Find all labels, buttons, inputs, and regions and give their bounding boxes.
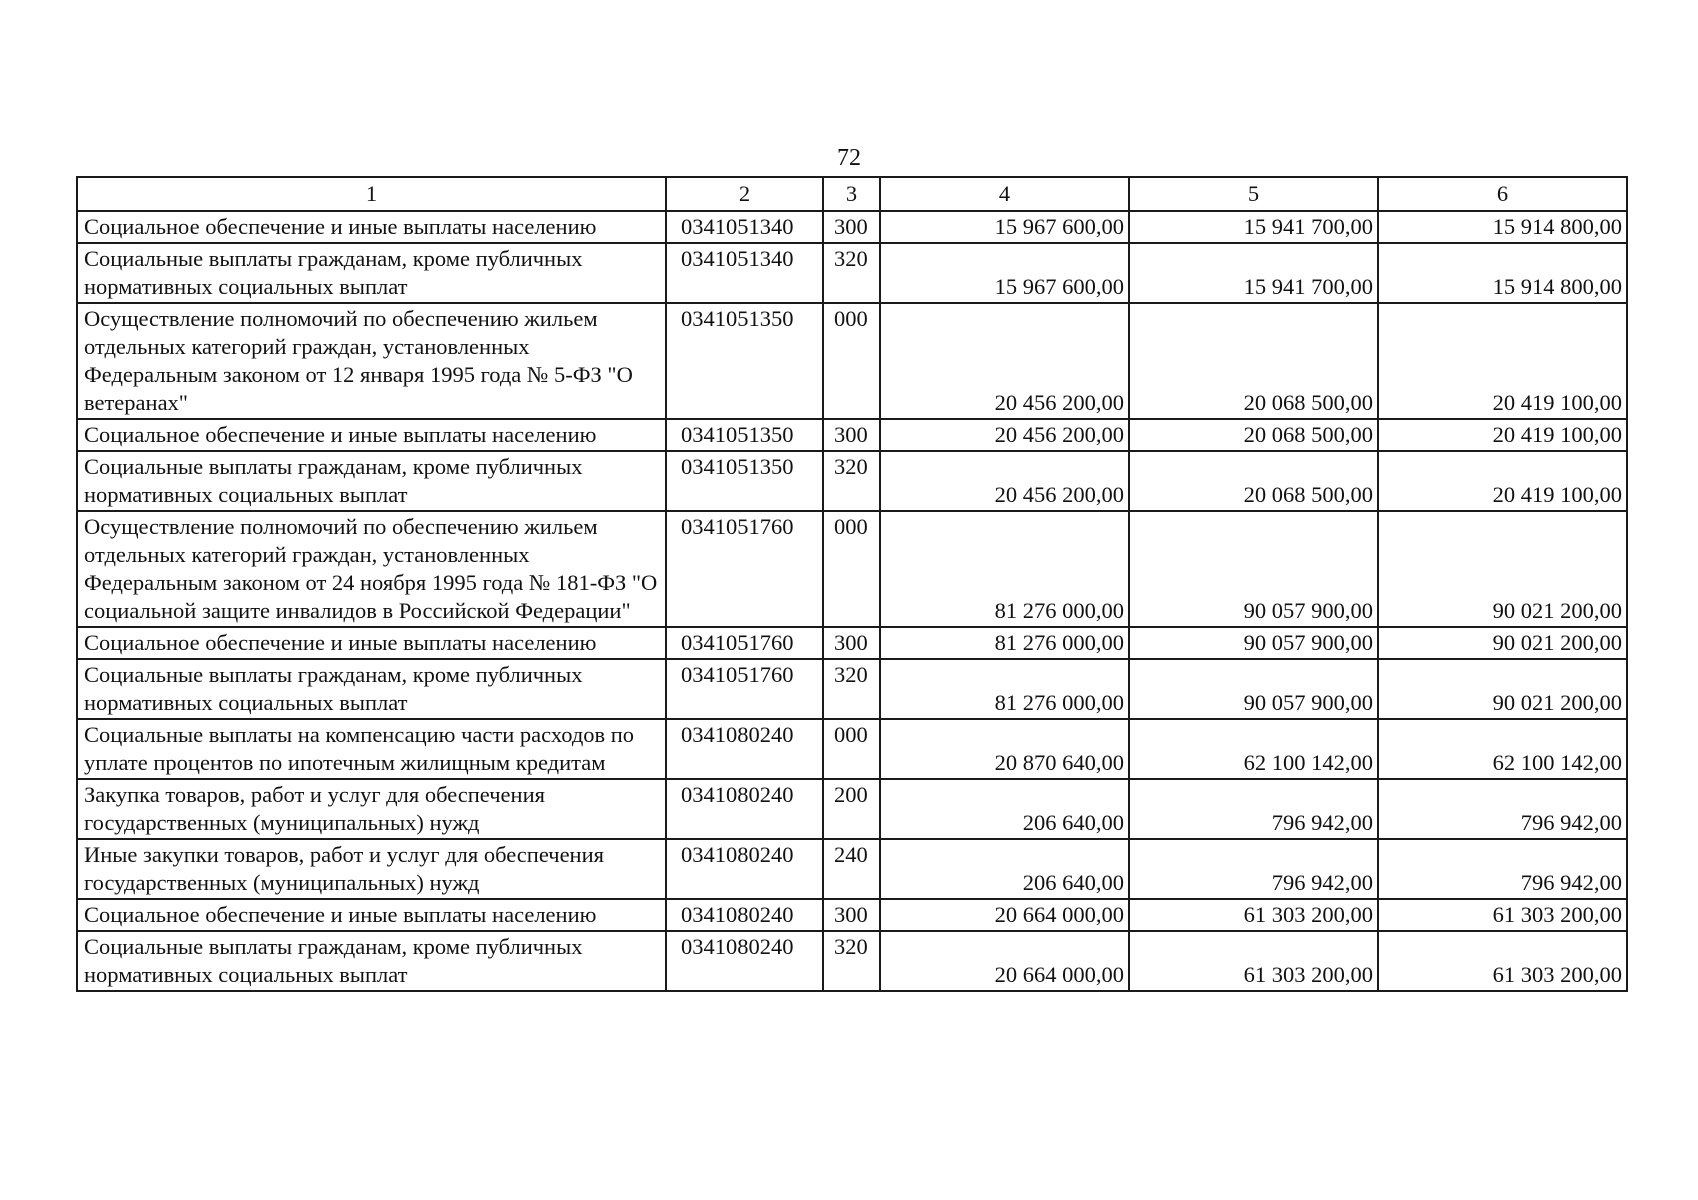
column-header: 5 [1129,177,1378,211]
row-name-cell: Осуществление полномочий по обеспечению жильем отдельных категорий граждан, установленных Федеральным законом от 24 ноября 1995 года № 181-ФЗ "О социальной защите инвалидов в Российской Федерации" [77,511,666,627]
row-code-cell: 0341051760 [666,511,823,627]
row-amount-cell: 61 303 200,00 [1378,899,1627,931]
page-number: 72 [837,145,861,171]
row-amount-cell: 20 068 500,00 [1129,303,1378,419]
row-name-cell: Социальное обеспечение и иные выплаты населению [77,627,666,659]
row-code-cell: 0341080240 [666,719,823,779]
row-type-cell: 000 [823,719,880,779]
row-amount-cell: 81 276 000,00 [880,659,1129,719]
table-row [77,839,1627,899]
table-row [77,659,1627,719]
row-amount-cell: 62 100 142,00 [1129,719,1378,779]
row-type-cell: 240 [823,839,880,899]
row-amount-cell: 796 942,00 [1378,779,1627,839]
row-code-cell: 0341051340 [666,243,823,303]
row-amount-cell: 15 914 800,00 [1378,243,1627,303]
row-type-cell: 320 [823,659,880,719]
budget-table [76,176,1628,992]
row-name-cell: Социальные выплаты гражданам, кроме публичных нормативных социальных выплат [77,659,666,719]
row-amount-cell: 206 640,00 [880,839,1129,899]
row-name-cell: Осуществление полномочий по обеспечению жильем отдельных категорий граждан, установленных Федеральным законом от 12 января 1995 года № 5-ФЗ "О ветеранах" [77,303,666,419]
row-type-cell: 300 [823,627,880,659]
row-amount-cell: 20 664 000,00 [880,899,1129,931]
row-amount-cell: 20 419 100,00 [1378,303,1627,419]
row-amount-cell: 90 057 900,00 [1129,627,1378,659]
column-header: 2 [666,177,823,211]
row-type-cell: 000 [823,303,880,419]
row-code-cell: 0341051350 [666,303,823,419]
table-row [77,931,1627,991]
row-amount-cell: 15 941 700,00 [1129,243,1378,303]
row-amount-cell: 81 276 000,00 [880,511,1129,627]
row-amount-cell: 62 100 142,00 [1378,719,1627,779]
row-name-cell: Закупка товаров, работ и услуг для обеспечения государственных (муниципальных) нужд [77,779,666,839]
row-amount-cell: 796 942,00 [1378,839,1627,899]
row-amount-cell: 81 276 000,00 [880,627,1129,659]
table-row [77,451,1627,511]
row-type-cell: 320 [823,243,880,303]
row-name-cell: Иные закупки товаров, работ и услуг для обеспечения государственных (муниципальных) нужд [77,839,666,899]
row-amount-cell: 20 456 200,00 [880,303,1129,419]
row-code-cell: 0341080240 [666,931,823,991]
row-amount-cell: 90 057 900,00 [1129,659,1378,719]
column-header: 3 [823,177,880,211]
row-amount-cell: 20 456 200,00 [880,451,1129,511]
row-amount-cell: 15 967 600,00 [880,243,1129,303]
table-row [77,419,1627,451]
row-amount-cell: 20 068 500,00 [1129,419,1378,451]
row-code-cell: 0341051340 [666,211,823,243]
row-code-cell: 0341051760 [666,627,823,659]
table-row [77,211,1627,243]
row-amount-cell: 796 942,00 [1129,779,1378,839]
row-type-cell: 200 [823,779,880,839]
row-name-cell: Социальные выплаты на компенсацию части расходов по уплате процентов по ипотечным жилищным кредитам [77,719,666,779]
table-row [77,719,1627,779]
row-name-cell: Социальное обеспечение и иные выплаты населению [77,899,666,931]
row-amount-cell: 90 057 900,00 [1129,511,1378,627]
row-code-cell: 0341080240 [666,899,823,931]
row-amount-cell: 20 419 100,00 [1378,451,1627,511]
row-name-cell: Социальные выплаты гражданам, кроме публичных нормативных социальных выплат [77,931,666,991]
row-amount-cell: 61 303 200,00 [1378,931,1627,991]
row-name-cell: Социальные выплаты гражданам, кроме публичных нормативных социальных выплат [77,243,666,303]
row-amount-cell: 90 021 200,00 [1378,627,1627,659]
row-amount-cell: 796 942,00 [1129,839,1378,899]
row-amount-cell: 15 914 800,00 [1378,211,1627,243]
row-amount-cell: 20 456 200,00 [880,419,1129,451]
row-amount-cell: 15 941 700,00 [1129,211,1378,243]
row-name-cell: Социальное обеспечение и иные выплаты населению [77,211,666,243]
table-row [77,303,1627,419]
row-amount-cell: 61 303 200,00 [1129,931,1378,991]
row-amount-cell: 90 021 200,00 [1378,659,1627,719]
row-code-cell: 0341080240 [666,779,823,839]
row-code-cell: 0341051760 [666,659,823,719]
row-amount-cell: 90 021 200,00 [1378,511,1627,627]
row-type-cell: 320 [823,931,880,991]
row-amount-cell: 206 640,00 [880,779,1129,839]
row-type-cell: 300 [823,899,880,931]
row-code-cell: 0341051350 [666,419,823,451]
column-header: 6 [1378,177,1627,211]
row-name-cell: Социальное обеспечение и иные выплаты населению [77,419,666,451]
row-type-cell: 000 [823,511,880,627]
row-name-cell: Социальные выплаты гражданам, кроме публичных нормативных социальных выплат [77,451,666,511]
table-row [77,779,1627,839]
table-row [77,243,1627,303]
row-amount-cell: 20 870 640,00 [880,719,1129,779]
column-header: 4 [880,177,1129,211]
row-amount-cell: 15 967 600,00 [880,211,1129,243]
row-type-cell: 300 [823,419,880,451]
column-header: 1 [77,177,666,211]
row-code-cell: 0341051350 [666,451,823,511]
row-amount-cell: 20 664 000,00 [880,931,1129,991]
table-row [77,899,1627,931]
row-amount-cell: 20 419 100,00 [1378,419,1627,451]
row-code-cell: 0341080240 [666,839,823,899]
header-row [77,177,1627,211]
row-type-cell: 320 [823,451,880,511]
row-amount-cell: 20 068 500,00 [1129,451,1378,511]
table-row [77,627,1627,659]
table-row [77,511,1627,627]
row-amount-cell: 61 303 200,00 [1129,899,1378,931]
row-type-cell: 300 [823,211,880,243]
